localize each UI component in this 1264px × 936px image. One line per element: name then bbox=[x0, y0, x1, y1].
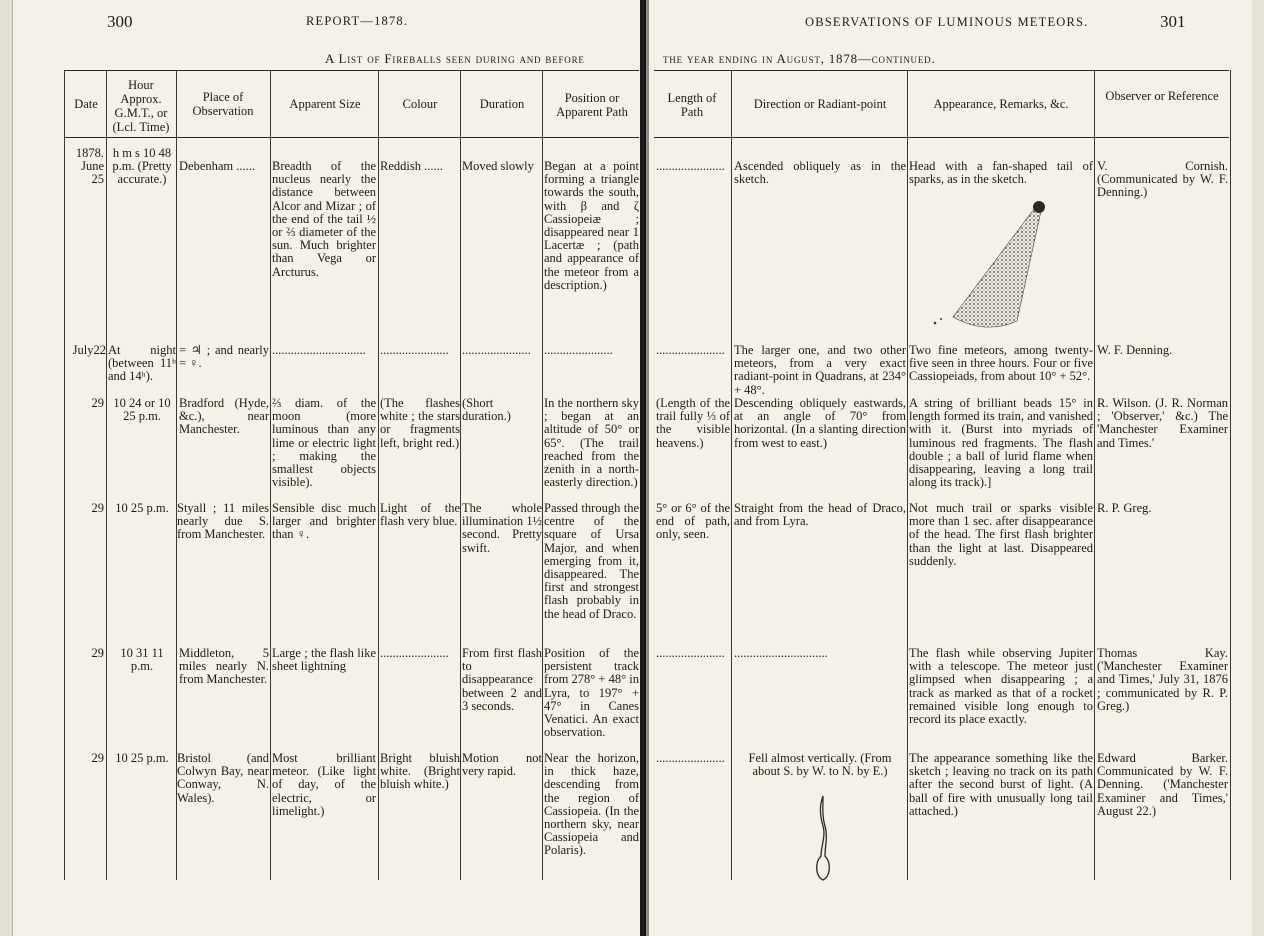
row2-direction: The larger one, and two other meteors, from a very exact radiant-point in Quadrans, at 234° + 48°. bbox=[734, 344, 906, 397]
row2-appearance: Two fine meteors, among twenty-five seen in three hours. Four or five Cassiopeiads, from about 10° + 52°. bbox=[909, 344, 1093, 384]
row3-hour: 10 24 or 10 25 p.m. bbox=[113, 397, 171, 424]
row6-hour: 10 25 p.m. bbox=[115, 752, 169, 765]
header-appearance: Appearance, Remarks, &c. bbox=[933, 97, 1069, 111]
header-size: Apparent Size bbox=[289, 97, 361, 111]
col-rule bbox=[64, 70, 65, 880]
row1-hour: h m s 10 48 p.m. (Pretty accurate.) bbox=[112, 147, 172, 187]
row1-length: ...................... bbox=[656, 160, 725, 173]
row5-observer: Thomas Kay. ('Manchester Examiner and Times,' July 31, 1876 ; communicated by R. P. Greg.) bbox=[1097, 647, 1228, 713]
row6-colour: Bright bluish white. (Bright bluish white.) bbox=[380, 752, 460, 792]
row4-duration: The whole illumination 1½ second. Pretty swift. bbox=[462, 502, 542, 555]
right-running-head: OBSERVATIONS OF LUMINOUS METEORS. bbox=[805, 15, 1089, 29]
row2-date: July22 bbox=[72, 344, 106, 357]
row2-position: ...................... bbox=[544, 344, 613, 357]
row6-place: Bristol (and Colwyn Bay, near Conway, N. Wales). bbox=[177, 752, 269, 805]
row6-appearance: The appearance something like the sketch ; leaving no track on its path after the second burst of light. (A ball of fire with unusually long tail attached.) bbox=[909, 752, 1093, 818]
col-rule bbox=[106, 70, 107, 880]
row5-position: Position of the persistent track from 278° + 48° in Lyra, to 197° + 47° in Canes Venatici. An exact observation. bbox=[544, 647, 639, 740]
row3-date: 29 bbox=[91, 397, 104, 410]
row3-position: In the northern sky ; began at an altitude of 50° or 65°. (The trail reached from the zenith in a north-easterly direction.) bbox=[544, 397, 639, 490]
left-page-edge bbox=[0, 0, 13, 936]
header-direction: Direction or Radiant-point bbox=[753, 97, 887, 111]
header-position: Position or Apparent Path bbox=[556, 91, 628, 119]
right-page-edge bbox=[1252, 0, 1264, 936]
table-top-rule-right bbox=[654, 70, 1229, 71]
col-rule bbox=[1230, 70, 1231, 880]
row5-place: Middleton, 5 miles nearly N. from Manchester. bbox=[179, 647, 269, 687]
header-colour: Colour bbox=[402, 97, 438, 111]
row4-position: Passed through the centre of the square of Ursa Major, and when emerging from it, disappeared. The first and strongest flash probably in the head of Draco. bbox=[544, 502, 639, 621]
row3-place: Bradford (Hyde, &c.), near Manchester. bbox=[179, 397, 269, 437]
row4-observer: R. P. Greg. bbox=[1097, 502, 1152, 515]
row1-observer: V. Cornish. (Communicated by W. F. Denning.) bbox=[1097, 160, 1228, 200]
left-page-number: 300 bbox=[107, 12, 133, 31]
row6-length: ...................... bbox=[656, 752, 725, 765]
header-rule-right bbox=[654, 137, 1229, 138]
header-hour: Hour Approx. G.M.T., or (Lcl. Time) bbox=[112, 78, 170, 134]
row6-duration: Motion not very rapid. bbox=[462, 752, 542, 779]
header-place: Place of Observation bbox=[192, 90, 254, 118]
header-duration: Duration bbox=[479, 97, 525, 111]
row5-direction: .............................. bbox=[734, 647, 828, 660]
fan-shaped-meteor-sketch bbox=[925, 195, 1050, 335]
row3-appearance: A string of brilliant beads 15° in length formed its train, and vanished with it. (Burst into myriads of luminous red fragments. The flash double ; a ball of lurid flame when disappearing, leaving a long trail along its track).] bbox=[909, 397, 1093, 490]
row2-size: .............................. bbox=[272, 344, 366, 357]
left-running-head: REPORT—1878. bbox=[306, 14, 409, 28]
row4-length: 5° or 6° of the end of path, only, seen. bbox=[656, 502, 730, 542]
row1-date: 1878. June 25 bbox=[75, 147, 104, 187]
row1-colour: Reddish ...... bbox=[380, 160, 443, 173]
col-rule bbox=[731, 70, 732, 880]
row6-position: Near the horizon, in thick haze, descending from the region of Cassiopeia. (In the northern sky, near Cassiopeia and Polaris). bbox=[544, 752, 639, 858]
row3-length: (Length of the trail fully ⅓ of the visible heavens.) bbox=[656, 397, 730, 450]
table-top-rule-left bbox=[64, 70, 639, 71]
row4-direction: Straight from the head of Draco, and from Lyra. bbox=[734, 502, 906, 529]
right-page-number: 301 bbox=[1160, 12, 1186, 31]
row2-duration: ...................... bbox=[462, 344, 531, 357]
row2-hour: At night (between 11ʰ and 14ʰ). bbox=[108, 344, 176, 384]
row4-date: 29 bbox=[91, 502, 104, 515]
row6-direction: Fell almost vertically. (From about S. by W. to N. by E.) bbox=[748, 752, 892, 779]
row1-appearance: Head with a fan-shaped tail of sparks, as in the sketch. bbox=[909, 160, 1093, 187]
header-length: Length of Path bbox=[667, 91, 717, 119]
row5-hour: 10 31 11 p.m. bbox=[120, 647, 164, 674]
header-date: Date bbox=[74, 97, 98, 111]
col-rule bbox=[460, 70, 461, 880]
row4-hour: 10 25 p.m. bbox=[115, 502, 169, 515]
row3-colour: (The flashes white ; the stars or fragments left, bright red.) bbox=[380, 397, 460, 450]
row2-colour: ...................... bbox=[380, 344, 449, 357]
row6-observer: Edward Barker. Communicated by W. F. Denning. ('Manchester Examiner and Times,' August 22.) bbox=[1097, 752, 1228, 818]
row5-duration: From first flash to disappearance between 2 and 3 seconds. bbox=[462, 647, 542, 713]
row2-observer: W. F. Denning. bbox=[1097, 344, 1173, 357]
col-rule bbox=[907, 70, 908, 880]
row4-size: Sensible disc much larger and brighter than ♀. bbox=[272, 502, 376, 542]
row6-date: 29 bbox=[91, 752, 104, 765]
col-rule bbox=[542, 70, 543, 880]
row4-place: Styall ; 11 miles nearly due S. from Manchester. bbox=[177, 502, 269, 542]
header-observer: Observer or Reference bbox=[1105, 89, 1219, 103]
header-rule-left bbox=[64, 137, 639, 138]
row4-colour: Light of the flash very blue. bbox=[380, 502, 460, 529]
row2-place: = ♃ ; and nearly = ♀. bbox=[179, 344, 269, 371]
table-title-left: A List of Fireballs seen during and before bbox=[325, 51, 585, 66]
row5-date: 29 bbox=[91, 647, 104, 660]
row6-size: Most brilliant meteor. (Like light of day, of the electric, or limelight.) bbox=[272, 752, 376, 818]
col-rule bbox=[270, 70, 271, 880]
row1-position: Began at a point forming a triangle towards the south, with β and ζ Cassiopeiæ ; disappeared near 1 Lacertæ ; (path and appearance of the meteor from a description.) bbox=[544, 160, 639, 292]
row5-length: ...................... bbox=[656, 647, 725, 660]
row3-direction: Descending obliquely eastwards, at an angle of 70° from horizontal. (In a slanting direction from west to east.) bbox=[734, 397, 906, 450]
row5-size: Large ; the flash like sheet lightning bbox=[272, 647, 376, 674]
book-gutter-shadow bbox=[646, 0, 649, 936]
row1-place: Debenham ...... bbox=[179, 160, 256, 173]
row4-appearance: Not much trail or sparks visible more than 1 sec. after disappearance of the head. The first flash brighter than the light at last. Disappeared suddenly. bbox=[909, 502, 1093, 568]
row3-observer: R. Wilson. (J. R. Norman ; 'Observer,' &c.) The 'Manchester Examiner and Times.' bbox=[1097, 397, 1228, 450]
col-rule bbox=[1094, 70, 1095, 880]
row5-appearance: The flash while observing Jupiter with a telescope. The meteor just glimpsed when disappearing ; a track as marked as that of a rocket remained visible long enough to record its place exactly. bbox=[909, 647, 1093, 727]
col-rule bbox=[378, 70, 379, 880]
table-title-right: the year ending in August, 1878—continued. bbox=[663, 51, 936, 66]
row1-duration: Moved slowly bbox=[462, 160, 534, 173]
falling-meteor-sketch bbox=[808, 792, 838, 888]
row3-size: ⅔ diam. of the moon (more luminous than any lime or electric light ; making the smallest objects visible). bbox=[272, 397, 376, 490]
row3-duration: (Short duration.) bbox=[462, 397, 511, 424]
row1-direction: Ascended obliquely as in the sketch. bbox=[734, 160, 906, 187]
row2-length: ...................... bbox=[656, 344, 725, 357]
row1-size: Breadth of the nucleus nearly the distance between Alcor and Mizar ; of the end of the tail ½ or ⅔ diameter of the sun. Much brighter than Vega or Arcturus. bbox=[272, 160, 376, 279]
row5-colour: ...................... bbox=[380, 647, 449, 660]
